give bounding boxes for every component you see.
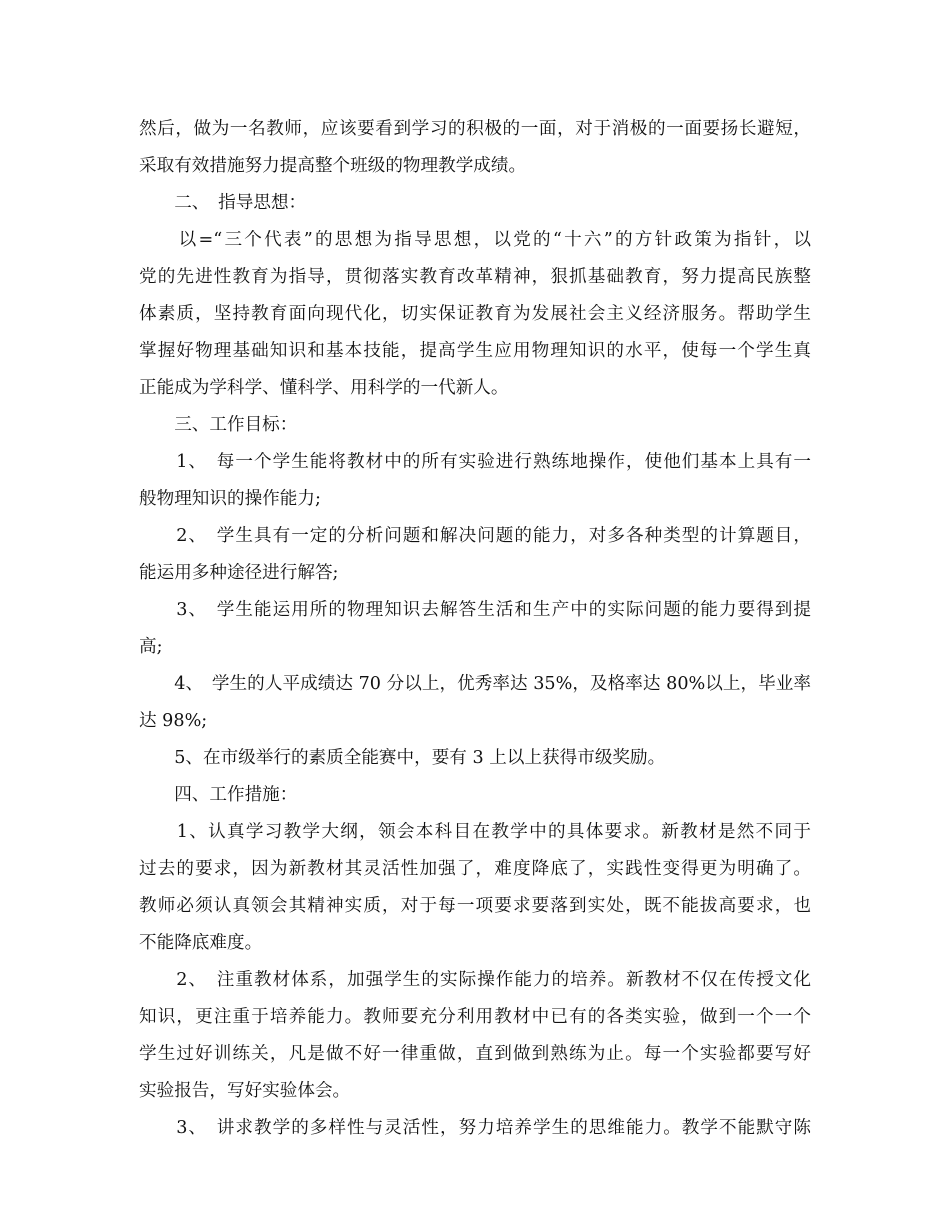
text-line: 能运用多种途径进行解答; (139, 563, 339, 583)
text-line: 以=“三个代表”的思想为指导思想，以党的“十六”的方针政策为指针，以 (139, 230, 811, 250)
text-line: 4、 学生的人平成绩达 70 分以上，优秀率达 35%，及格率达 80%以上，毕业率 (139, 674, 811, 694)
text-line: 然后，做为一名教师，应该要看到学习的积极的一面，对于消极的一面要扬长避短， (139, 119, 811, 139)
text-line: 掌握好物理基础知识和基本技能，提高学生应用物理知识的水平，使每一个学生真 (139, 341, 811, 361)
text-line: 3、 讲求教学的多样性与灵活性，努力培养学生的思维能力。教学不能默守陈 (139, 1118, 811, 1138)
text-line: 般物理知识的操作能力; (139, 489, 321, 509)
text-line: 过去的要求，因为新教材其灵活性加强了，难度降底了，实践性变得更为明确了。 (139, 859, 811, 879)
text-line: 体素质，坚持教育面向现代化，切实保证教育为发展社会主义经济服务。帮助学生 (139, 304, 811, 324)
text-line: 不能降底难度。 (139, 933, 263, 953)
text-line: 达 98%; (139, 711, 208, 731)
text-line: 2、 学生具有一定的分析问题和解决问题的能力，对多各种类型的计算题目， (139, 526, 811, 546)
text-line: 知识，更注重于培养能力。教师要充分利用教材中已有的各类实验，做到一个一个 (139, 1007, 811, 1027)
text-line: 1、认真学习教学大纲，领会本科目在教学中的具体要求。新教材是然不同于 (139, 822, 811, 842)
text-line: 正能成为学科学、懂科学、用科学的一代新人。 (139, 378, 509, 398)
text-line: 党的先进性教育为指导，贯彻落实教育改革精神，狠抓基础教育，努力提高民族整 (139, 267, 811, 287)
section-heading: 四、工作措施： (139, 785, 298, 805)
text-line: 1、 每一个学生能将教材中的所有实验进行熟练地操作，使他们基本上具有一 (139, 452, 811, 472)
text-line: 采取有效措施努力提高整个班级的物理教学成绩。 (139, 156, 527, 176)
text-line: 教师必须认真领会其精神实质，对于每一项要求要落到实处，既不能拔高要求，也 (139, 896, 811, 916)
text-line: 2、 注重教材体系，加强学生的实际操作能力的培养。新教材不仅在传授文化 (139, 970, 811, 990)
section-heading: 三、工作目标： (139, 415, 298, 435)
section-heading: 二、 指导思想： (139, 193, 307, 213)
text-line: 5、在市级举行的素质全能赛中，要有 3 上以上获得市级奖励。 (139, 748, 666, 768)
document-body (139, 111, 811, 1147)
text-line: 3、 学生能运用所的物理知识去解答生活和生产中的实际问题的能力要得到提 (139, 600, 811, 620)
text-line: 高; (139, 637, 163, 657)
text-line: 实验报告，写好实验体会。 (139, 1081, 351, 1101)
text-line: 学生过好训练关，凡是做不好一律重做，直到做到熟练为止。每一个实验都要写好 (139, 1044, 811, 1064)
